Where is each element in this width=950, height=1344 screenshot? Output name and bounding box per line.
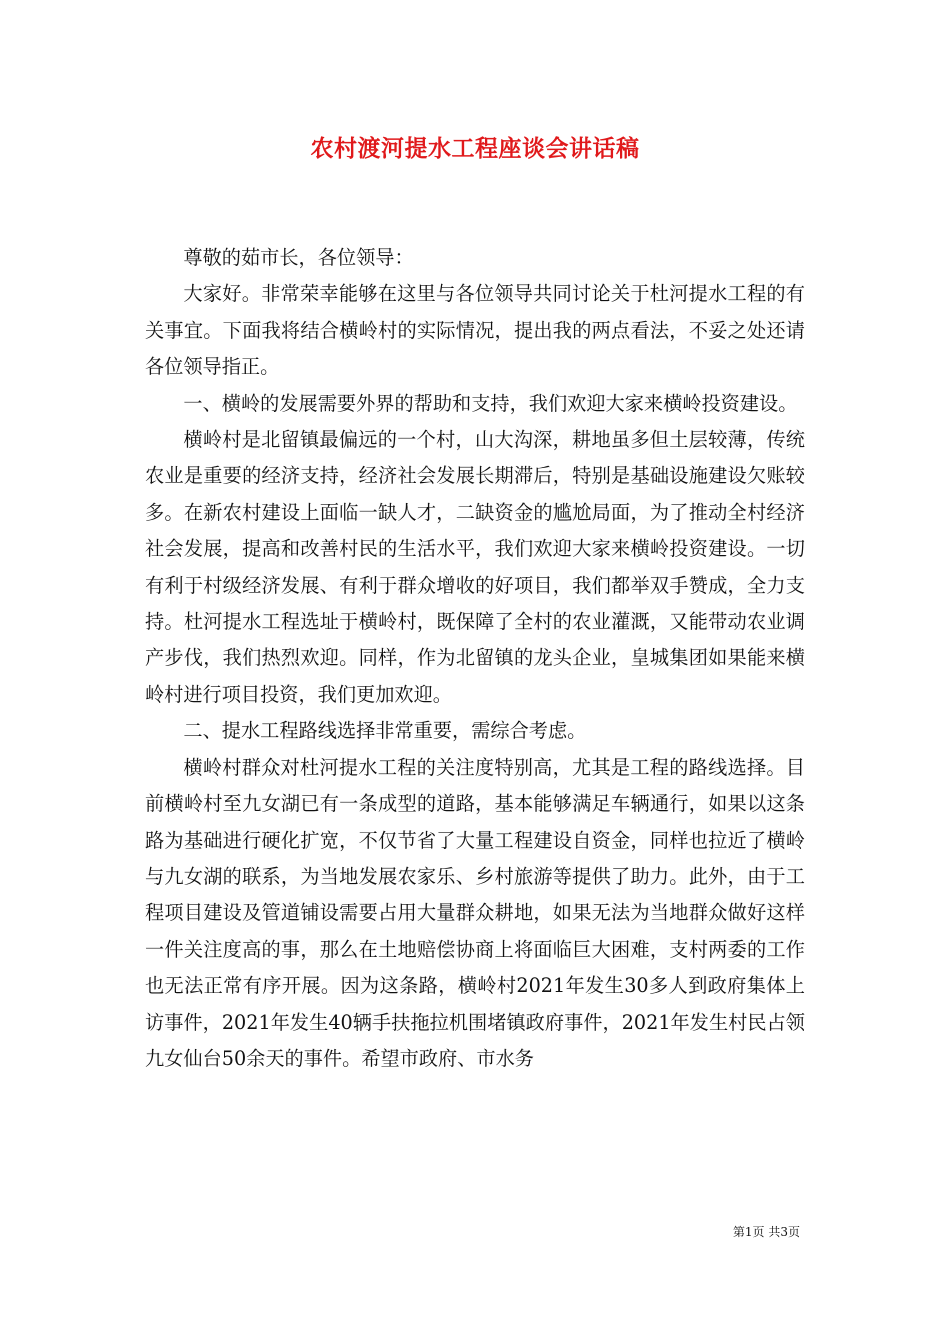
document-title: 农村渡河提水工程座谈会讲话稿 <box>310 135 640 162</box>
greeting-paragraph: 大家好。非常荣幸能够在这里与各位领导共同讨论关于杜河提水工程的有关事宜。下面我将结合横岭村的实际情况，提出我的两点看法，不妥之处还请各位领导指正。 <box>145 282 805 379</box>
section-heading-1: 一、横岭的发展需要外界的帮助和支持，我们欢迎大家来横岭投资建设。 <box>183 391 798 415</box>
page-number-footer: 第1页 共3页 <box>732 1225 800 1239</box>
salutation-paragraph: 尊敬的茹市长，各位领导： <box>183 246 414 269</box>
section-1-paragraph: 横岭村是北留镇最偏远的一个村，山大沟深，耕地虽多但土层较薄，传统农业是重要的经济支持，经济社会发展长期滞后，特别是基础设施建设欠账较多。在新农村建设上面临一缺人才，二缺资金的尴尬局面，为了推动全村经济社会发展，提高和改善村民的生活水平，我们欢迎大家来横岭投资建设。一切有利于村级经济发展、有利于群众增收的好项目，我们都举双手赞成，全力支持。杜河提水工程选址于横岭村，既保障了全村的农业灌溉，又能带动农业调产步伐，我们热烈欢迎。同样，作为北留镇的龙头企业，皇城集团如果能来横岭村进行项目投资，我们更加欢迎。 <box>145 428 805 706</box>
document-body <box>145 240 805 1077</box>
section-heading-2: 二、提水工程路线选择非常重要，需综合考虑。 <box>183 719 587 743</box>
section-2-paragraph: 横岭村群众对杜河提水工程的关注度特别高，尤其是工程的路线选择。目前横岭村至九女湖已有一条成型的道路，基本能够满足车辆通行，如果以这条路为基础进行硬化扩宽，不仅节省了大量工程建设自资金，同样也拉近了横岭与九女湖的联系，为当地发展农家乐、乡村旅游等提供了助力。此外，由于工程项目建设及管道铺设需要占用大量群众耕地，如果无法为当地群众做好这样一件关注度高的事，那么在土地赔偿协商上将面临巨大困难，支村两委的工作也无法正常有序开展。因为这条路，横岭村2021年发生30多人到政府集体上访事件，2021年发生40辆手扶拖拉机围堵镇政府事件，2021年发生村民占领九女仙台50余天的事件。希望市政府、市水务 <box>145 755 805 1070</box>
